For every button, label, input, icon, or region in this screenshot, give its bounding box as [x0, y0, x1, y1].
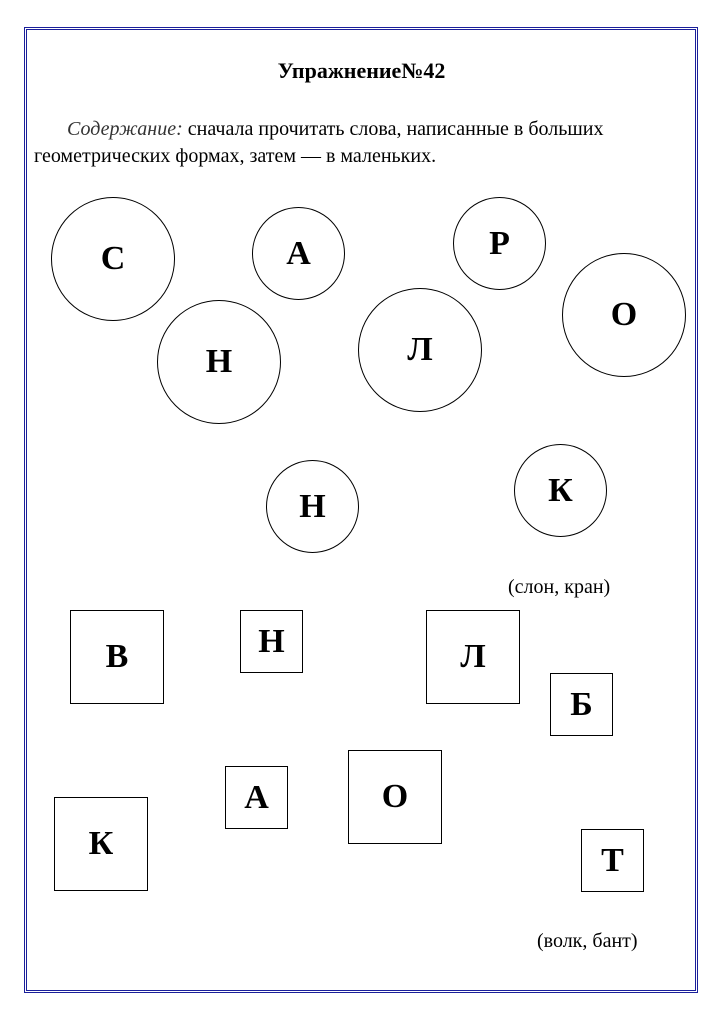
- circle-letter-small: А: [252, 207, 345, 300]
- circle-letter-big: О: [562, 253, 686, 377]
- circle-letter-big: Л: [358, 288, 482, 412]
- square-letter-small: Т: [581, 829, 644, 892]
- square-letter-big: О: [348, 750, 442, 844]
- circle-letter-small: Р: [453, 197, 546, 290]
- square-letter-big: В: [70, 610, 164, 704]
- circle-letter-small: Н: [266, 460, 359, 553]
- circle-letter-big: Н: [157, 300, 281, 424]
- content-text: сначала прочитать слова, написанные в больших геометрических формах, затем — в маленьких.: [34, 118, 604, 167]
- circles-answer: (слон, кран): [508, 576, 611, 598]
- square-letter-small: А: [225, 766, 288, 829]
- square-letter-big: Л: [426, 610, 520, 704]
- content-label: Содержание:: [67, 118, 183, 140]
- square-letter-small: Н: [240, 610, 303, 673]
- circle-letter-big: С: [51, 197, 175, 321]
- square-letter-small: Б: [550, 673, 613, 736]
- squares-answer: (волк, бант): [537, 930, 638, 952]
- square-letter-big: К: [54, 797, 148, 891]
- exercise-title: Упражнение№42: [277, 58, 446, 83]
- exercise-instructions: [34, 116, 674, 170]
- circle-letter-small: К: [514, 444, 607, 537]
